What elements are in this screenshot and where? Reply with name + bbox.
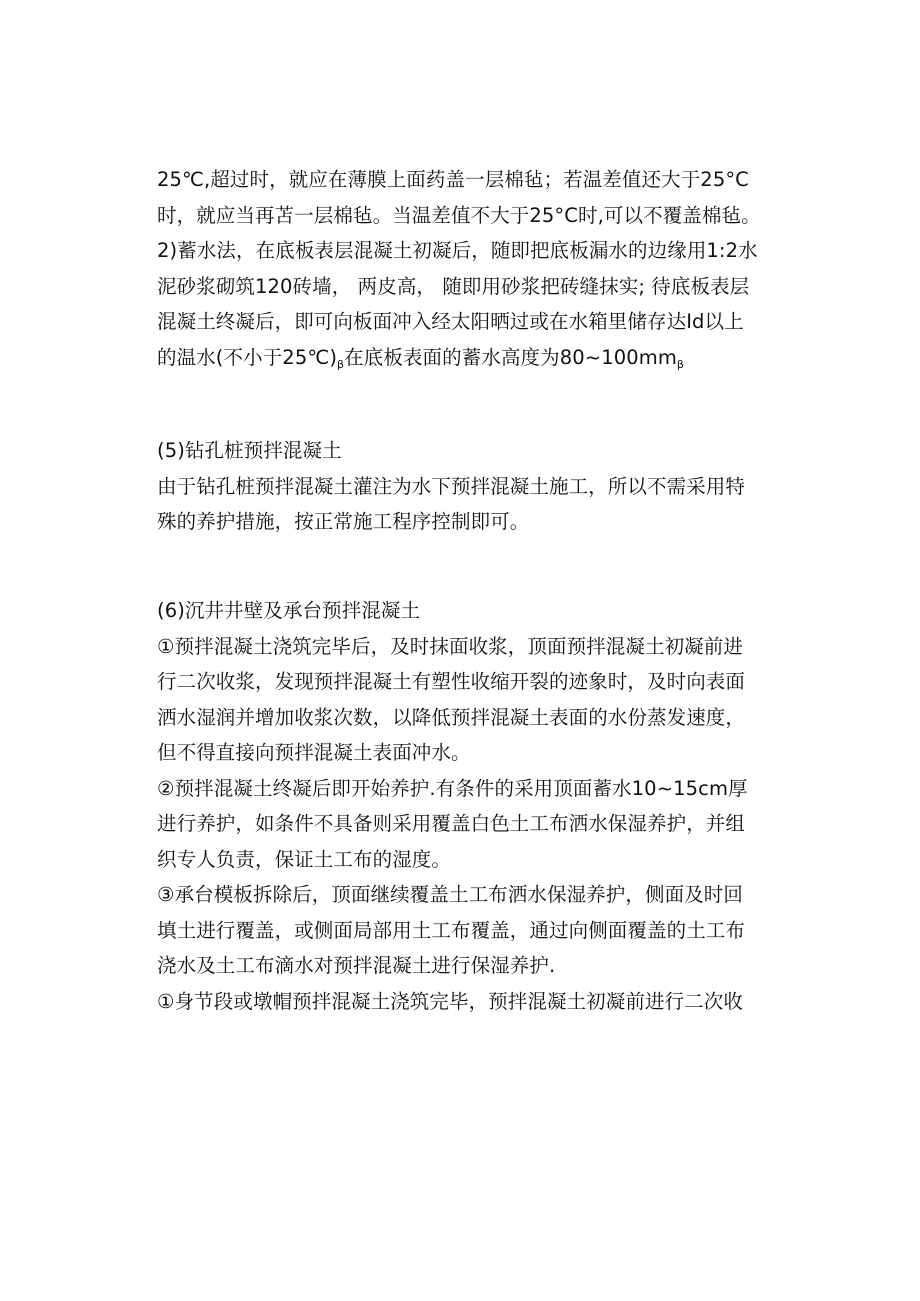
text-line: 浇水及土工布滴水对预拌混凝土进行保湿养护. xyxy=(157,954,556,977)
text-line: 殊的养护措施，按正常施工程序控制即可。 xyxy=(157,510,530,533)
text-line: 行二次收浆，发现预拌混凝土有塑性收缩开裂的迹象时，及时向表面 xyxy=(157,670,746,693)
text-line-last xyxy=(157,340,777,376)
text-line: 洒水湿润并增加收浆次数，以降低预拌混凝土表面的水份蒸发速度， xyxy=(157,705,746,729)
text-line: 泥砂浆砌筑120砖墙， 两皮高， 随即用砂浆把砖缝抹实; 待底板表层 xyxy=(157,274,750,298)
text-line: 织专人负责，保证土工布的湿度。 xyxy=(157,847,452,871)
text-line: ②预拌混凝土终凝后即开始养护.有条件的采用顶面蓄水10~15cm厚 xyxy=(157,776,748,800)
paragraph-curing-water-storage xyxy=(157,162,777,375)
text-line: 填土进行覆盖，或侧面局部用土工布覆盖，通过向侧面覆盖的土工布 xyxy=(157,918,746,942)
text-fragment: 在底板表面的蓄水高度为80~100mm xyxy=(344,345,677,369)
text-line: 由于钻孔桩预拌混凝土灌注为水下预拌混凝土施工，所以不需采用特 xyxy=(157,474,746,498)
text-line: ③承台模板拆除后，顶面继续覆盖土工布洒水保湿养护，侧面及时回 xyxy=(157,883,743,906)
text-fragment: 的温水(不小于25℃) xyxy=(157,345,338,369)
text-line: 进行养护，如条件不具备则采用覆盖白色土工布洒水保湿养护，并组 xyxy=(157,812,746,835)
section-heading: (5)钻孔桩预拌混凝土 xyxy=(157,439,342,462)
text-line: ①预拌混凝土浇筑完毕后，及时抹面收浆，顶面预拌混凝土初凝前进 xyxy=(157,634,743,658)
text-line: 时，就应当再苫一层棉毡。当温差值不大于25°C时,可以不覆盖棉毡。 xyxy=(157,203,761,227)
section-caisson-cap xyxy=(157,593,777,1019)
text-line: 2)蓄水法，在底板表层混凝土初凝后，随即把底板漏水的边缘用1:2水 xyxy=(157,239,758,262)
text-line: 混凝土终凝后，即可向板面冲入经太阳晒过或在水箱里储存达Id以上 xyxy=(157,310,744,333)
subscript-mark: β xyxy=(676,357,685,371)
text-line: 25℃,超过时，就应在薄膜上面药盖一层棉毡；若温差值还大于25°C xyxy=(157,168,749,191)
subscript-mark: β xyxy=(337,357,345,371)
section-heading: (6)沉井井壁及承台预拌混凝土 xyxy=(157,599,421,622)
text-line: ①身节段或墩帽预拌混凝土浇筑完毕，预拌混凝土初凝前进行二次收 xyxy=(157,989,743,1013)
text-line: 但不得直接向预拌混凝土表面冲水。 xyxy=(157,741,471,764)
section-bored-pile xyxy=(157,433,777,540)
